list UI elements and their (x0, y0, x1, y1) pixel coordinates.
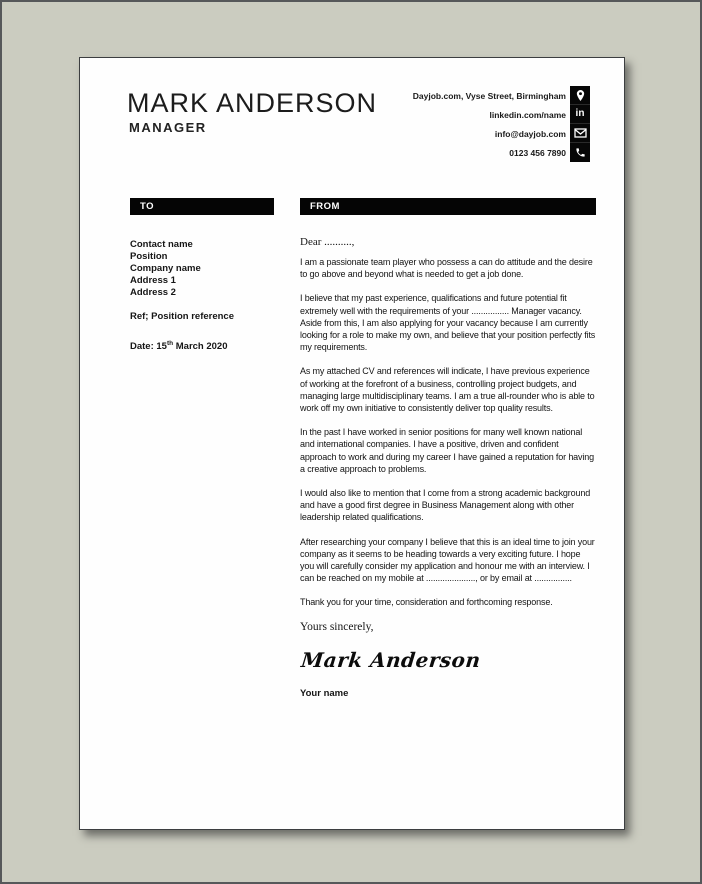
location-pin-icon (570, 86, 590, 105)
salutation: Dear .........., (300, 236, 355, 248)
contact-info (413, 87, 566, 163)
to-header-bar (130, 198, 274, 215)
recipient-section (130, 198, 274, 353)
contact-linkedin: linkedin.com/name (489, 110, 566, 120)
paragraph-academic: I would also like to mention that I come from a strong academic background and have a good first degree in Business Management along with other leadership related qualifications. (300, 488, 591, 523)
position-reference: Ref; Position reference (130, 311, 234, 322)
contact-phone: 0123 456 7890 (509, 148, 566, 158)
person-name: MARK ANDERSON (127, 88, 378, 118)
email-icon (570, 124, 590, 143)
signature-script: Mark Anderson (300, 647, 482, 672)
closing-phrase: Yours sincerely, (300, 620, 374, 633)
from-header-bar (300, 198, 596, 215)
contact-email: info@dayjob.com (494, 129, 566, 139)
person-job-title: MANAGER (129, 120, 207, 135)
paragraph-closing-request: After researching your company I believe that this is an ideal time to join your company as it seems to be heading towards a very exciting future. I hope you will carefully consider my application and honour me with an interview. I can be reached on my mobile at ....................., or by email at ................ (300, 536, 595, 584)
contact-address: Dayjob.com, Vyse Street, Birmingham (412, 91, 566, 101)
paragraph-experience: As my attached CV and references will indicate, I have previous experience of working at the forefront of a business, controlling project budgets, and managing large multidisciplinary teams. I am a true all-rounder who is able to work off my own initiative to consistently deliver top quality results. (300, 366, 595, 414)
recipient-contact-name: Contact name (130, 239, 193, 250)
contact-icon-bar (570, 86, 590, 162)
paragraph-senior-positions: In the past I have worked in senior positions for many well known national and international companies. I have a positive, driven and confident approach to work and during my career I have gained a reputation for having a creative approach to problems. (300, 427, 594, 474)
recipient-position: Position (130, 251, 168, 262)
paragraph-vacancy: I believe that my past experience, qualifications and future potential fit extremely well with the requirements of your ................ Manager vacancy. Aside from this, I am also applying for your vacancy because I am currently looking for a role to make my own, and believe that your position perfectly fits my requirements. (300, 293, 596, 353)
recipient-address-block (130, 239, 274, 299)
signature-caption: Your name (300, 687, 349, 699)
recipient-company-name: Company name (130, 263, 201, 274)
paragraph-thanks: Thank you for your time, consideration and forthcoming response. (300, 597, 553, 608)
date-ordinal-suffix: th (166, 340, 174, 347)
linkedin-icon: in (570, 105, 590, 124)
from-label: FROM (310, 201, 340, 212)
letter-body-section (300, 198, 596, 699)
paragraph-intro: I am a passionate team player who possess a can do attitude and the desire to go above and beyond what is needed to get a job done. (300, 257, 593, 280)
phone-icon (570, 143, 590, 162)
letter-date: Date: 15th March 2020 (130, 340, 228, 353)
recipient-address-2: Address 2 (130, 287, 176, 298)
recipient-address-1: Address 1 (130, 275, 176, 286)
letter-page (79, 57, 625, 830)
to-label: TO (140, 201, 155, 212)
